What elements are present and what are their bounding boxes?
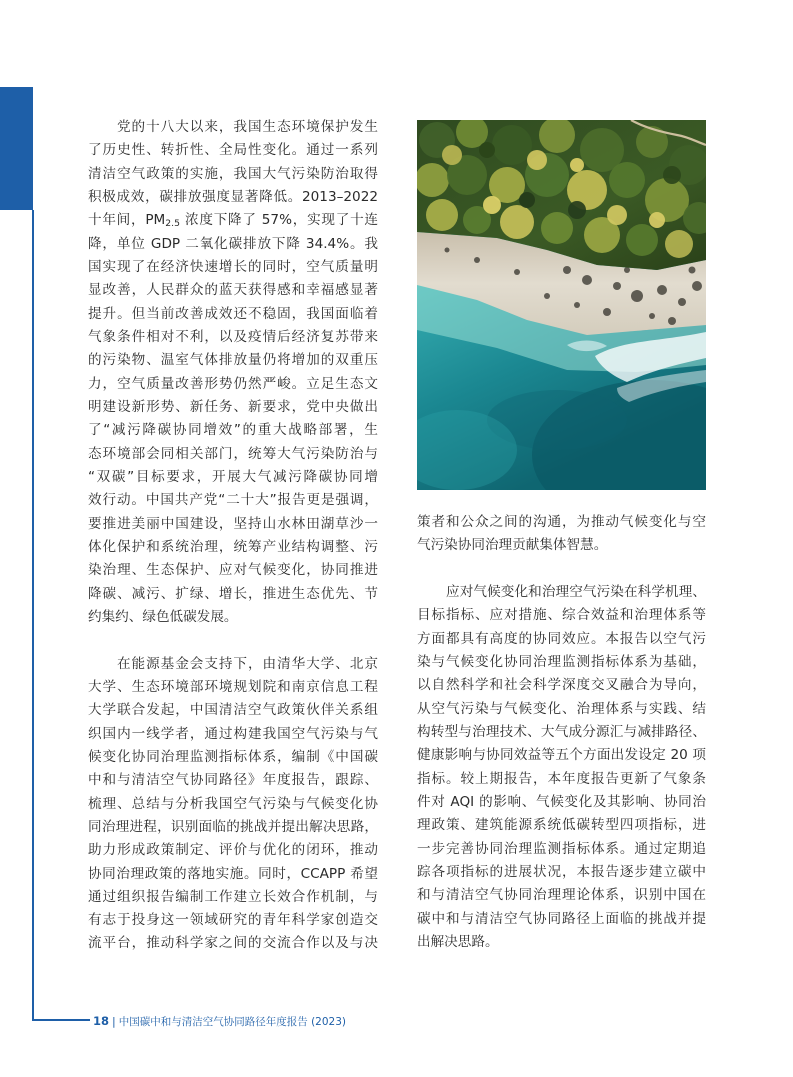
text-line: 明建设新形势、新任务、新要求，党中央做出 bbox=[88, 398, 378, 415]
rock bbox=[678, 298, 686, 306]
text-line: 以自然科学和社会科学深度交叉融合为导向， bbox=[417, 677, 706, 694]
text-line: 染治理、生态保护、应对气候变化，协同推进 bbox=[88, 562, 378, 579]
tree-canopy bbox=[663, 166, 681, 184]
rock bbox=[689, 267, 696, 274]
text-line: 候变化协同治理监测指标体系，编制《中国碳 bbox=[88, 748, 378, 765]
paragraph bbox=[88, 116, 378, 629]
text-line: 理政策、建筑能源系统低碳转型四项指标，进 bbox=[417, 817, 706, 834]
text-line: 党的十八大以来，我国生态环境保护发生 bbox=[117, 119, 378, 135]
text-line: 梳理、总结与分析我国空气污染与气候变化协 bbox=[88, 795, 378, 812]
text-line: 在能源基金会支持下，由清华大学、北京 bbox=[117, 655, 378, 672]
tree-canopy bbox=[483, 196, 501, 214]
rock bbox=[668, 317, 676, 325]
tree-canopy bbox=[609, 162, 645, 198]
text-line: 件对 AQI 的影响、气候变化及其影响、协同治 bbox=[417, 793, 706, 810]
text-line: 方面都具有高度的协同效应。本报告以空气污 bbox=[417, 630, 706, 647]
tree-canopy bbox=[479, 142, 495, 158]
rock bbox=[563, 266, 571, 274]
text-line: 要推进美丽中国建设，坚持山水林田湖草沙一 bbox=[88, 515, 378, 532]
text-line bbox=[88, 209, 378, 232]
left-text-column bbox=[88, 116, 378, 956]
rock bbox=[649, 313, 655, 319]
text-line: 了历史性、转折性、全局性变化。通过一系列 bbox=[88, 142, 378, 159]
text-line: 了“减污降碳协同增效”的重大战略部署，生 bbox=[88, 422, 378, 439]
tree-canopy bbox=[626, 224, 658, 256]
tree-canopy bbox=[636, 126, 668, 158]
rock bbox=[624, 267, 630, 273]
text-line: 提升。但当前改善成效还不稳固，我国面临着 bbox=[88, 305, 378, 322]
text-line: 出解决思路。 bbox=[417, 933, 499, 950]
tree-canopy bbox=[500, 205, 534, 239]
rock bbox=[574, 302, 580, 308]
paragraph bbox=[88, 653, 378, 956]
text-line: 目标指标、应对措施、综合效益和治理体系等 bbox=[417, 607, 706, 624]
text-line: 织国内一线学者，通过构建我国空气污染与气 bbox=[88, 725, 378, 742]
text-line: 大学、生态环境部环境规划院和南京信息工程 bbox=[88, 678, 378, 695]
text-line: 清洁空气政策的实施，我国大气污染防治取得 bbox=[88, 165, 378, 182]
text-line: 降碳、减污、扩绿、增长，推进生态优先、节 bbox=[88, 585, 378, 602]
text-line: 协同治理政策的落地实施。同时，CCAPP 希望 bbox=[88, 865, 378, 882]
text-line: 中和与清洁空气协同路径》年度报告，跟踪、 bbox=[88, 772, 378, 789]
text-line: 指标。较上期报告，本年度报告更新了气象条 bbox=[417, 770, 706, 787]
tree-canopy bbox=[519, 192, 535, 208]
text-line: 的污染物、温室气体排放量仍将增加的双重压 bbox=[88, 352, 378, 369]
coastline-photo bbox=[417, 120, 706, 490]
text-run: 十年间，PM bbox=[88, 212, 166, 229]
tree-canopy bbox=[492, 125, 532, 165]
rock bbox=[544, 293, 550, 299]
text-line: 构转型与治理技术、大气成分源汇与减排路径、 bbox=[417, 723, 706, 740]
footer-separator: | bbox=[112, 1015, 116, 1028]
text-line: 态环境部会同相关部门，统筹大气污染防治与 bbox=[88, 445, 378, 462]
page-footer bbox=[93, 1013, 346, 1029]
text-line: “双碳”目标要求，开展大气减污降碳协同增 bbox=[88, 468, 378, 485]
text-line: 有志于投身这一领域研究的青年科学家创造交 bbox=[88, 912, 378, 929]
text-line: 气污染协同治理贡献集体智慧。 bbox=[417, 537, 608, 554]
subscript: 2.5 bbox=[165, 218, 180, 230]
text-line: 显改善，人民群众的蓝天获得感和幸福感显著 bbox=[88, 282, 378, 299]
tree-canopy bbox=[649, 212, 665, 228]
text-line: 气象条件相对不利，以及疫情后经济复苏带来 bbox=[88, 328, 378, 345]
margin-rule-vertical bbox=[32, 210, 34, 1020]
rock bbox=[613, 282, 621, 290]
page-number: 18 bbox=[93, 1014, 110, 1028]
tree-canopy bbox=[607, 205, 627, 225]
tree-canopy bbox=[568, 201, 586, 219]
text-line: 踪各项指标的进展状况，本报告逐步建立碳中 bbox=[417, 863, 706, 880]
text-line: 策者和公众之间的沟通，为推动气候变化与空 bbox=[417, 514, 706, 530]
text-line: 通过组织报告编制工作建立长效合作机制，与 bbox=[88, 888, 378, 905]
running-title: 中国碳中和与清洁空气协同路径年度报告 (2023) bbox=[118, 1016, 346, 1028]
text-line: 碳中和与清洁空气协同路径上面临的挑战并提 bbox=[417, 910, 706, 927]
text-line: 健康影响与协同效益等五个方面出发设定 20 项 bbox=[417, 747, 706, 764]
chapter-tab bbox=[0, 87, 33, 210]
rock bbox=[692, 281, 702, 291]
text-line: 从空气污染与气候变化、治理体系与实践、结 bbox=[417, 700, 706, 717]
text-line: 积极成效，碳排放强度显著降低。2013–2022 bbox=[88, 188, 378, 205]
rock bbox=[474, 257, 480, 263]
coastline-photo-graphic bbox=[417, 120, 706, 490]
paragraph bbox=[417, 581, 706, 954]
rock bbox=[514, 269, 520, 275]
text-run: 浓度下降了 57%，实现了十连 bbox=[179, 212, 378, 229]
tree-canopy bbox=[665, 230, 693, 258]
text-line: 大学联合发起，中国清洁空气政策伙伴关系组 bbox=[88, 702, 378, 719]
text-line: 效行动。中国共产党“二十大”报告更是强调， bbox=[88, 492, 378, 509]
rock bbox=[582, 275, 592, 285]
text-line: 流平台，推动科学家之间的交流合作以及与决 bbox=[88, 935, 378, 952]
margin-rule-horizontal bbox=[32, 1019, 90, 1021]
text-line: 国实现了在经济快速增长的同时，空气质量明 bbox=[88, 258, 378, 275]
tree-canopy bbox=[570, 158, 584, 172]
rock bbox=[631, 290, 643, 302]
text-line: 力，空气质量改善形势仍然严峻。立足生态文 bbox=[88, 375, 378, 392]
rock bbox=[603, 308, 611, 316]
text-line: 和与清洁空气协同治理理论体系，识别中国在 bbox=[417, 887, 706, 904]
tree-canopy bbox=[442, 145, 462, 165]
text-line: 应对气候变化和治理空气污染在科学机理、 bbox=[446, 583, 706, 600]
tree-canopy bbox=[426, 199, 458, 231]
paragraph bbox=[417, 511, 706, 558]
tree-canopy bbox=[527, 150, 547, 170]
right-text-column bbox=[417, 511, 706, 954]
text-line: 同治理进程，识别面临的挑战并提出解决思路， bbox=[88, 818, 378, 835]
tree-canopy bbox=[541, 212, 573, 244]
text-line: 降，单位 GDP 二氧化碳排放下降 34.4%。我 bbox=[88, 235, 378, 252]
text-line: 体化保护和系统治理，统筹产业结构调整、污 bbox=[88, 538, 378, 555]
rock bbox=[445, 248, 450, 253]
rock bbox=[657, 285, 667, 295]
text-line: 染与气候变化协同治理监测指标体系为基础， bbox=[417, 653, 706, 670]
text-line: 约集约、绿色低碳发展。 bbox=[88, 608, 238, 625]
text-line: 助力形成政策制定、评价与优化的闭环，推动 bbox=[88, 842, 378, 859]
text-line: 一步完善协同治理监测指标体系。通过定期追 bbox=[417, 840, 706, 857]
